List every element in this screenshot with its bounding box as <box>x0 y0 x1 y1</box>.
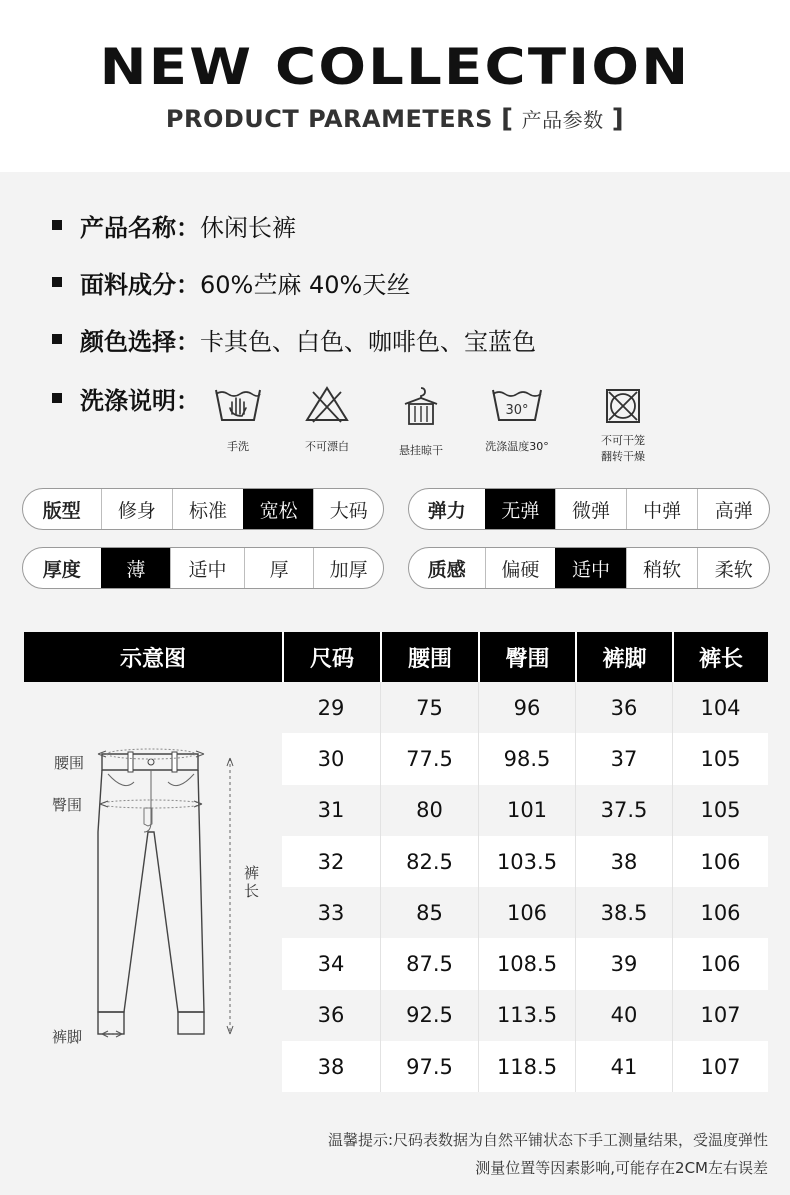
cell-hem: 40 <box>575 990 672 1041</box>
attribute-label: 弹力 <box>427 499 466 522</box>
size-table-header <box>24 632 768 682</box>
cell-hip: 96 <box>478 682 575 733</box>
wash-label: 不可干笼 <box>601 434 645 447</box>
cell-waist: 75 <box>380 682 478 733</box>
param-wash <box>52 380 200 416</box>
size-table-body <box>282 682 768 1092</box>
cell-size: 32 <box>317 849 345 874</box>
label-hip: 臀围 <box>52 796 83 814</box>
bracket-close: ] <box>611 104 625 134</box>
table-row <box>282 785 768 836</box>
attribute-label: 版型 <box>42 499 81 522</box>
hang-dry-icon <box>395 384 447 428</box>
bullet-square <box>52 393 62 403</box>
table-row <box>282 938 768 989</box>
cell-size: 34 <box>317 952 345 977</box>
cell-hip: 106 <box>478 887 575 938</box>
subtitle-en: PRODUCT PARAMETERS <box>165 105 493 133</box>
option-soft: 柔软 <box>697 548 769 588</box>
wash-label: 悬挂晾干 <box>399 444 443 457</box>
cell-waist: 82.5 <box>380 836 478 887</box>
label-length-bottom: 长 <box>244 882 260 900</box>
attribute-label: 厚度 <box>42 558 81 581</box>
cell-hem: 39 <box>575 938 672 989</box>
param-value: 60%苎麻 40%天丝 <box>200 270 411 299</box>
header-waist: 腰围 <box>380 632 478 682</box>
cell-waist: 85 <box>380 887 478 938</box>
bullet-square <box>52 334 62 344</box>
table-row <box>282 887 768 938</box>
header-hem: 裤脚 <box>575 632 672 682</box>
no-tumble-dry-icon <box>603 388 643 424</box>
header <box>0 0 790 172</box>
collection-title: NEW COLLECTION <box>99 38 691 96</box>
bracket-open: [ <box>501 104 514 134</box>
wash-label: 洗涤温度30° <box>485 440 549 453</box>
cell-waist: 97.5 <box>380 1041 478 1092</box>
option-stiff: 偏硬 <box>485 548 556 588</box>
cell-waist: 87.5 <box>380 938 478 989</box>
bullet-square <box>52 220 62 230</box>
table-row <box>282 1041 768 1092</box>
cell-hem: 38 <box>575 836 672 887</box>
table-row <box>282 733 768 784</box>
wash-item-no-bleach <box>277 384 377 454</box>
cell-waist: 92.5 <box>380 990 478 1041</box>
cell-length: 106 <box>672 887 768 938</box>
param-value: 卡其色、白色、咖啡色、宝蓝色 <box>200 327 536 356</box>
cell-hip: 101 <box>478 785 575 836</box>
option-slim: 修身 <box>101 489 173 529</box>
pants-diagram <box>24 682 282 1093</box>
table-row <box>282 682 768 733</box>
cell-hem: 37 <box>575 733 672 784</box>
option-loose-selected: 宽松 <box>243 489 314 529</box>
wash-temperature-icon <box>489 384 545 424</box>
param-fabric <box>52 264 410 300</box>
header-length: 裤长 <box>672 632 768 682</box>
wash-item-temperature <box>467 384 567 454</box>
cell-hem: 41 <box>575 1041 672 1092</box>
param-label: 洗涤说明： <box>80 386 200 415</box>
option-medium-stretch: 中弹 <box>626 489 698 529</box>
wash-item-hang-dry <box>371 384 471 458</box>
header-hip: 臀围 <box>478 632 575 682</box>
cell-hip: 98.5 <box>478 733 575 784</box>
attribute-label: 质感 <box>427 558 466 581</box>
wash-item-hand <box>188 384 288 454</box>
cell-size: 38 <box>317 1054 345 1079</box>
subtitle-cn: 产品参数 <box>521 108 604 132</box>
param-label: 产品名称： <box>80 213 200 242</box>
cell-hip: 103.5 <box>478 836 575 887</box>
option-moderate: 适中 <box>170 548 244 588</box>
cell-size: 29 <box>317 695 345 720</box>
option-standard: 标准 <box>172 489 243 529</box>
param-label: 面料成分： <box>80 270 200 299</box>
cell-length: 107 <box>672 990 768 1041</box>
cell-size: 30 <box>317 746 345 771</box>
option-moderate-selected: 适中 <box>555 548 626 588</box>
cell-length: 105 <box>672 785 768 836</box>
cell-hem: 38.5 <box>575 887 672 938</box>
wash-label: 不可漂白 <box>305 440 349 453</box>
option-slightly-soft: 稍软 <box>626 548 698 588</box>
attribute-stretch <box>408 488 770 530</box>
label-length-top: 裤 <box>244 864 260 882</box>
cell-size: 36 <box>317 1003 345 1028</box>
cell-hem: 37.5 <box>575 785 672 836</box>
cell-length: 107 <box>672 1041 768 1092</box>
label-waist: 腰围 <box>54 754 85 772</box>
table-row <box>282 990 768 1041</box>
option-plus-size: 大码 <box>313 489 383 529</box>
cell-length: 104 <box>672 682 768 733</box>
cell-size: 33 <box>317 900 345 925</box>
attribute-texture <box>408 547 770 589</box>
cell-hip: 113.5 <box>478 990 575 1041</box>
table-row <box>282 836 768 887</box>
option-thick: 厚 <box>244 548 314 588</box>
cell-hip: 118.5 <box>478 1041 575 1092</box>
hand-wash-icon <box>212 384 264 424</box>
wash-label-2: 翻转干燥 <box>601 450 645 463</box>
product-parameters-heading <box>0 104 790 134</box>
option-extra-thick: 加厚 <box>313 548 383 588</box>
cell-size: 31 <box>317 798 345 823</box>
cell-waist: 80 <box>380 785 478 836</box>
header-diagram: 示意图 <box>119 646 186 672</box>
cell-length: 106 <box>672 836 768 887</box>
size-note-line-2: 测量位置等因素影响,可能存在2CM左右误差 <box>475 1159 768 1177</box>
param-colors <box>52 321 536 357</box>
size-note-line-1: 温馨提示:尺码表数据为自然平铺状态下手工测量结果，受温度弹性 <box>327 1131 768 1149</box>
wash-item-no-tumble <box>573 388 673 464</box>
label-hem: 裤脚 <box>52 1028 83 1046</box>
option-slight-stretch: 微弹 <box>555 489 626 529</box>
cell-length: 106 <box>672 938 768 989</box>
bullet-square <box>52 277 62 287</box>
no-bleach-icon <box>301 384 353 424</box>
option-thin-selected: 薄 <box>101 548 171 588</box>
cell-hem: 36 <box>575 682 672 733</box>
wash-temp-text: 30° <box>505 403 529 418</box>
cell-hip: 108.5 <box>478 938 575 989</box>
cell-waist: 77.5 <box>380 733 478 784</box>
cell-length: 105 <box>672 733 768 784</box>
param-product-name <box>52 207 296 243</box>
attribute-fit <box>22 488 384 530</box>
param-label: 颜色选择： <box>80 327 200 356</box>
option-high-stretch: 高弹 <box>697 489 769 529</box>
attribute-thickness <box>22 547 384 589</box>
option-no-stretch-selected: 无弹 <box>485 489 556 529</box>
header-size: 尺码 <box>282 632 380 682</box>
param-value: 休闲长裤 <box>200 213 296 242</box>
wash-label: 手洗 <box>227 440 249 453</box>
